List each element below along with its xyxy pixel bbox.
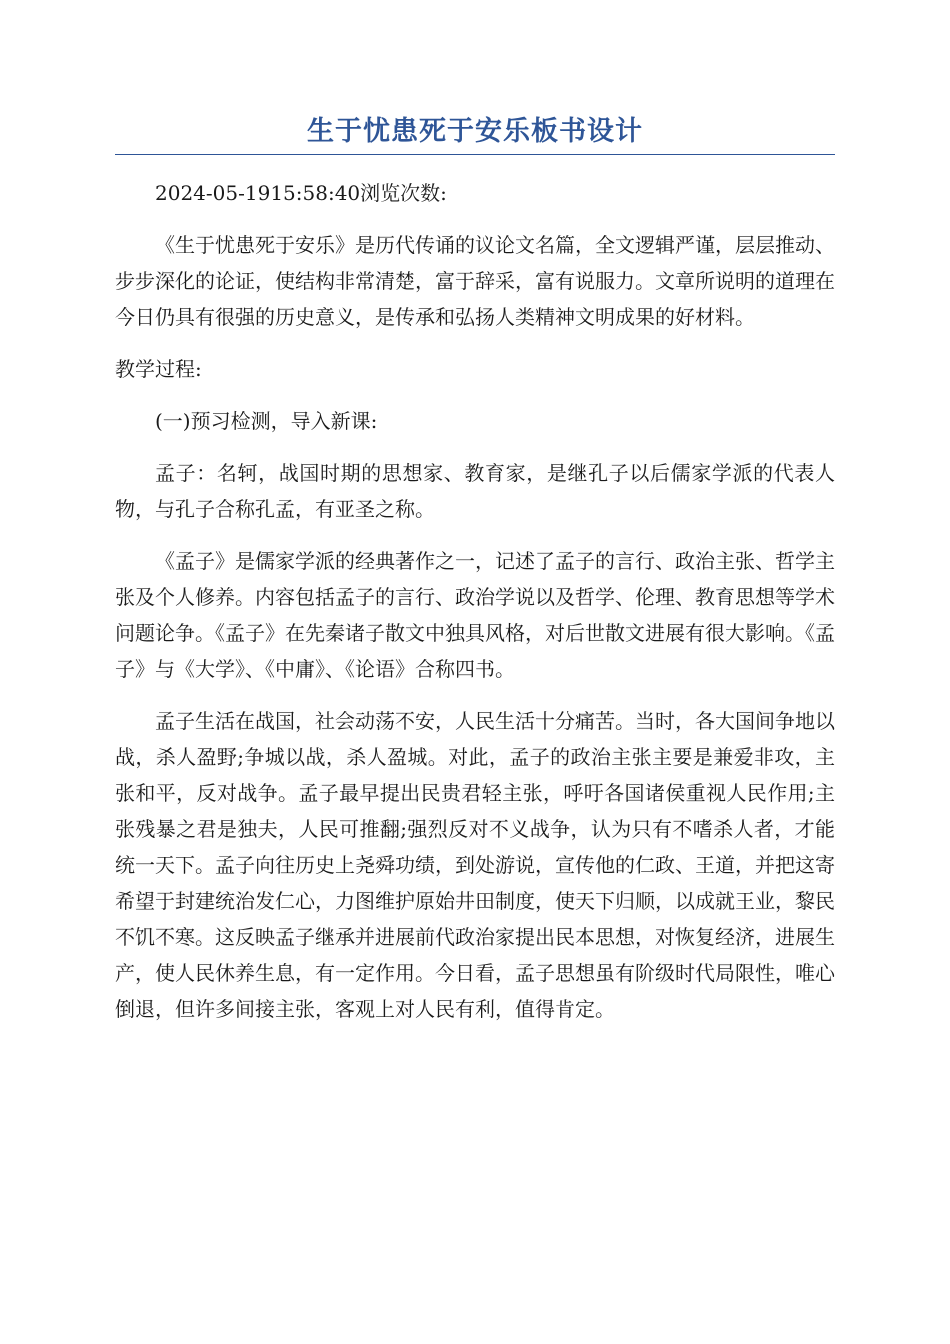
paragraph-intro: 《生于忧患死于安乐》是历代传诵的议论文名篇，全文逻辑严谨，层层推动、步步深化的论证，使结构非常清楚，富于辞采，富有说服力。文章所说明的道理在今日仍具有很强的历史意义，是传承和弘扬人类精神文明成果的好材料。 [115,233,835,329]
meta-line: 2024-05-1915:58:40浏览次数: [155,181,447,205]
document-title: 生于忧患死于安乐板书设计 [307,116,643,147]
document-page [115,112,835,1043]
section-heading-teaching-process: 教学过程: [115,357,202,381]
paragraph-mencius-book: 《孟子》是儒家学派的经典著作之一，记述了孟子的言行、政治主张、哲学主张及个人修养。内容包括孟子的言行、政治学说以及哲学、伦理、教育思想等学术问题论争。《孟子》在先秦诸子散文中独具风格，对后世散文进展有很大影响。《孟子》与《大学》、《中庸》、《论语》合称四书。 [115,549,835,681]
subsection-heading-preview: (一)预习检测，导入新课: [155,409,378,433]
paragraph-mencius-background: 孟子生活在战国，社会动荡不安，人民生活十分痛苦。当时，各大国间争地以战，杀人盈野;争城以战，杀人盈城。对此，孟子的政治主张主要是兼爱非攻，主张和平，反对战争。孟子最早提出民贵君轻主张，呼吁各国诸侯重视人民作用;主张残暴之君是独夫，人民可推翻;强烈反对不义战争，认为只有不嗜杀人者，才能统一天下。孟子向往历史上尧舜功绩，到处游说，宣传他的仁政、王道，并把这寄希望于封建统治发仁心，力图维护原始井田制度，使天下归顺，以成就王业，黎民不饥不寒。这反映孟子继承并进展前代政治家提出民本思想，对恢复经济，进展生产，使人民休养生息，有一定作用。今日看，孟子思想虽有阶级时代局限性，唯心倒退，但许多间接主张，客观上对人民有利，值得肯定。 [115,709,835,1021]
paragraph-mencius-bio: 孟子：名轲，战国时期的思想家、教育家，是继孔子以后儒家学派的代表人物，与孔子合称孔孟，有亚圣之称。 [115,461,835,521]
title-underline [115,154,835,155]
